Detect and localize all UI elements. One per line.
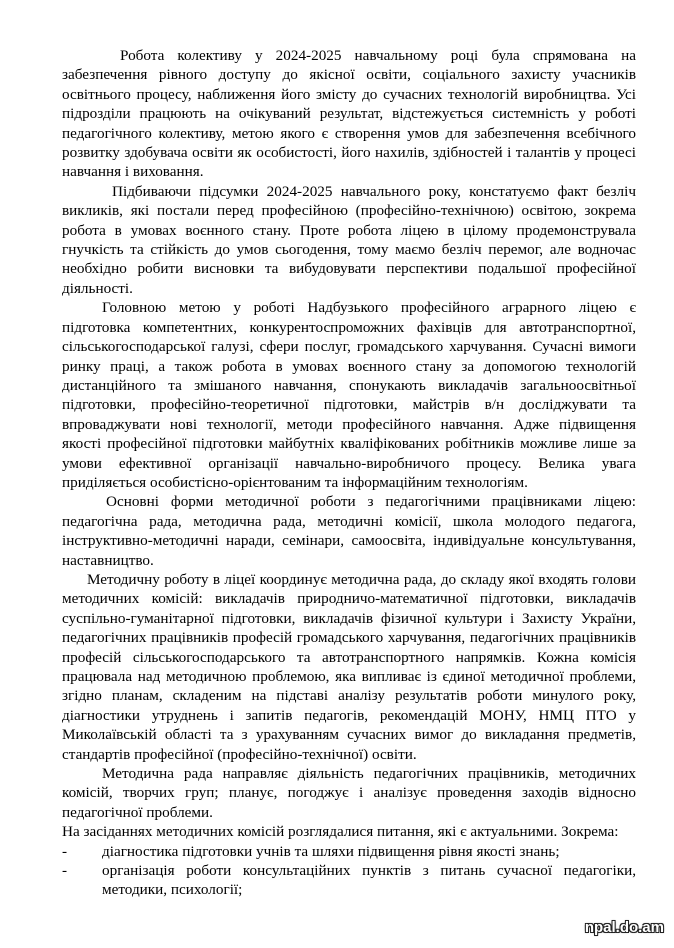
- document-page: [62, 46, 636, 900]
- paragraph-intro: Робота колективу у 2024-2025 навчальному році була спрямована на забезпечення рівного доступу до якісної освіти, соціального захисту учасників освітнього процесу, наближення його змісту до сучасних технологій виробництва. Усі підрозділи працюють на очікуваний результат, відстежується системність у роботі педагогічного колективу, метою якого є створення умов для забезпечення всебічного розвитку здобувача освіти як особистості, його нахилів, здібностей і талантів у процесі навчання і виховання.: [62, 47, 636, 181]
- list-item: [62, 861, 636, 900]
- topics-list: [62, 842, 636, 900]
- paragraph-main-goal: Головною метою у роботі Надбузького професійного аграрного ліцею є підготовка компетентних, конкурентоспроможних фахівців для автотранспортної, сільськогосподарської галузі, сфери послуг, громадського харчування. Сучасні вимоги ринку праці, а також робота в умовах воєнного стану за допомогою технологій дистанційного та змішаного навчання, спонукають викладачів загальноосвітньої підготовки, професійно-теоретичної підготовки, майстрів в/н досліджувати та впроваджувати нові технології, методи професійного навчання. Адже підвищення якості професійної підготовки майбутніх кваліфікованих робітників можливе лише за умови ефективної організації навчально-виробничого процесу. Велика увага приділяється особистісно-орієнтованим та інформаційним технологіям.: [62, 299, 636, 491]
- list-dash: -: [62, 862, 68, 880]
- paragraph-methodical-forms: Основні форми методичної роботи з педагогічними працівниками ліцею: педагогічна рада, методична рада, методичні комісії, школа молодого педагога, інструктивно-методичні наради, семінари, самоосвіта, індивідуальне консультування, наставництво.: [62, 493, 636, 569]
- paragraph-methodical-council: Методичну роботу в ліцеї координує методична рада, до складу якої входять голови методичних комісій: викладачів природничо-математичної підготовки, викладачів суспільно-гуманітарної підготовки, викладачів фізичної культури і Захисту України, педагогічних працівників професій громадського харчування, педагогічних працівників професій сільськогосподарського та автотранспортного напрямків. Кожна комісія працювала над методичною проблемою, яка випливає із єдиної методичної проблеми, згідно планам, складеним на підставі аналізу результатів роботи минулого року, діагностики утруднень і запитів педагогів, рекомендацій МОНУ, НМЦ ПТО у Миколаївській області та з урахуванням сучасних вимог до викладання предметів, стандартів професійної (професійно-технічної) освіти.: [62, 570, 636, 763]
- paragraph-summary: Підбиваючи підсумки 2024-2025 навчального року, констатуємо факт безліч викликів, які постали перед професійною (професійно-технічною) освітою, зокрема робота в умовах воєнного стану. Проте робота ліцею в цілому продемонструвала гнучкість та стійкість до умов сьогодення, тому маємо безліч перемог, але водночас необхідно робити висновки та вибудовувати перспективи подальшої професійної діяльності.: [62, 182, 636, 297]
- list-item-text: діагностика підготовки учнів та шляхи підвищення рівня якості знань;: [102, 842, 560, 860]
- site-watermark: npal.do.am: [584, 919, 664, 936]
- paragraph-commission-topics: На засіданнях методичних комісій розглядалися питання, які є актуальними. Зокрема:: [62, 823, 619, 841]
- paragraph-council-role: Методична рада направляє діяльність педагогічних працівників, методичних комісій, творчих груп; планує, погоджує і аналізує проведення заходів відносно педагогічної проблеми.: [62, 765, 636, 821]
- list-item: [62, 842, 636, 861]
- list-dash: -: [62, 842, 68, 860]
- list-item-text: організація роботи консультаційних пунктів з питань сучасної педагогіки, методики, психології;: [102, 862, 636, 899]
